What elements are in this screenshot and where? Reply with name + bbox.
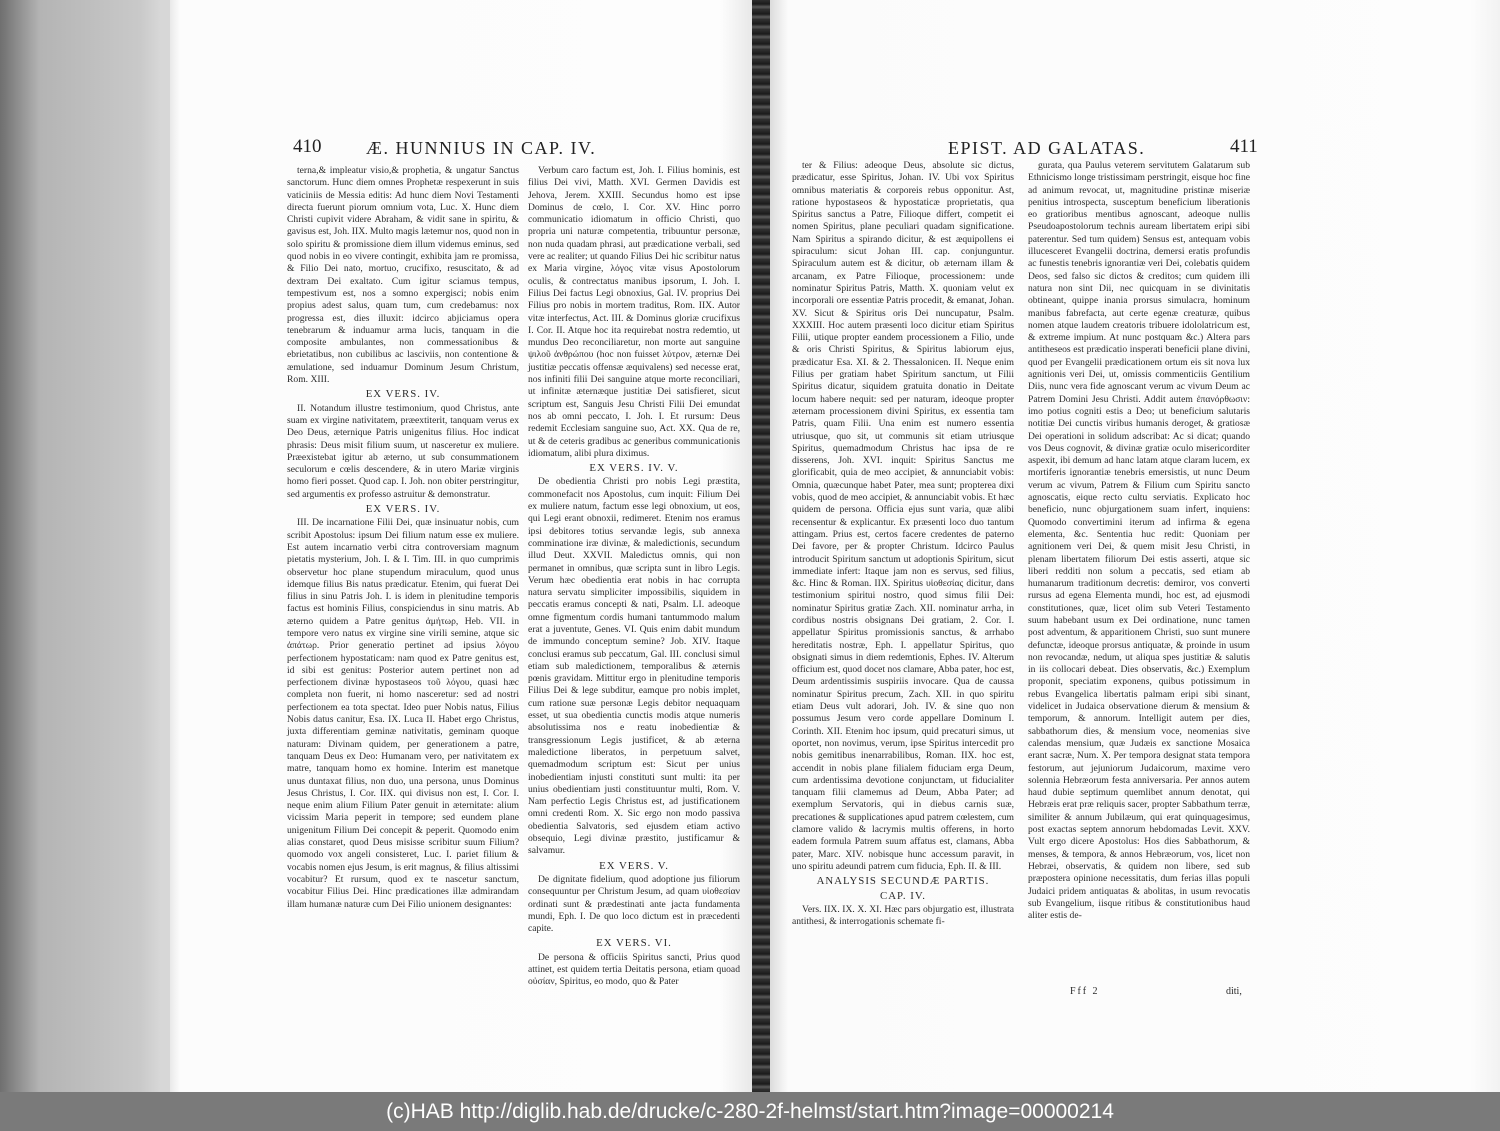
catchword: diti, xyxy=(1226,986,1242,997)
right-page xyxy=(770,0,1500,1092)
credit-text: (c)HAB http://diglib.hab.de/drucke/c-280-2f-helmst/start.htm?image=00000214 xyxy=(386,1100,1114,1123)
section-heading: EX VERS. V. xyxy=(599,859,669,872)
text-paragraph: De obedientia Christi pro nobis Legi præstita, commonefacit nos Apostolus, cum inquit: Filium Dei ex muliere natum, factum esse legi obnoxium, ut eos, qui Legi erant obnoxii, redimeret. Etenim nos eramus ipsi debitores totius servandæ legis, sub annexa comminatione iræ divinæ, & maledictionis, secundum illud Deut. XXVII. Maledictus omnis, qui non permanet in omnibus, quæ scripta sunt in libro Legis. Verum hæc obedientia erat nobis in hac corrupta natura servatu simpliciter impossibilis, siquidem in peccatis eramus concepti & nati, Psalm. LI. adeoque omne figmentum cordis humani tantummodo malum erat a juventute, Genes. VI. Quis enim dabit mundum de immundo conceptum semine? Job. XIV. Itaque conclusi eramus sub peccatum, Gal. III. conclusi simul etiam sub maledictionem, temporalibus & æternis pœnis gravidam. Mittitur ergo in plenitudine temporis Filius Dei & lege subditur, eamque pro nobis implet, cum ratione suæ personæ Legis debitor nequaquam esset, ut sua obedientia cunctis modis atque numeris absolutissima nos e reatu inobedientiæ & transgressionum Legis justificet, & ab æterna maledictione liberatos, in perpetuum salvet, quemadmodum scriptum est: Sicut per unius inobedientiam injusti constituti sunt multi: ita per unius obedientiam justi constituuntur multi, Rom. V. Nam perfectio Legis Christus est, ad justificationem omni credenti Rom. X. Sic ergo non modo passiva obedientia Salvatoris, sed ejusdem etiam activo obsequio, Legi divinæ præstito, justificamur & salvamur. xyxy=(528,476,740,857)
right-page-column-2 xyxy=(1028,160,1250,975)
text-paragraph: Vers. IIX. IX. X. XI. Hæc pars objurgatio est, illustrata antithesi, & interrogationis schemate fi- xyxy=(792,903,1014,928)
text-paragraph: De dignitate fidelium, quod adoptione jus filiorum consequuntur per Christum Jesum, ad quam υἱοθεσίαν ordinati sunt & prædestinati ante jacta fundamenta mundi, Eph. I. De quo loco dictum est in præcedenti capite. xyxy=(528,873,740,935)
left-page-column-2 xyxy=(528,165,740,988)
section-heading: EX VERS. IV. xyxy=(365,388,441,401)
text-paragraph: terna,& impleatur visio,& prophetia, & ungatur Sanctus sanctorum. Hunc diem omnes Prophetæ respexerunt in suis vaticiniis de Messia editis: Ad hunc diem Novi Testamenti directa fuerunt piorum omnium vota, Luc. X. Hunc diem Christi cupivit videre Abraham, & vidit sane in spiritu, & gavisus est, Joh. IIX. Multo magis lætemur nos, quod non in solo spiritu & promissione diem illum videmus eminus, sed quod nobis in eo vivere contingit, exhibita jam re promissa, & Filio Dei nato, mortuo, crucifixo, resuscitato, & ad dextram Dei exaltato. Cum igitur sciamus tempus, tempestivum est, nos a somno expergisci; nobis enim propius adest salus, quam tum, cum credebamus: nox progressa est, dies illuxit: idcirco abjiciamus opera tenebrarum & induamur arma lucis, tanquam in die composite ambulantes, non commessationibus & ebrietatibus, non cubilibus ac lasciviis, non contentione & æmulatione, sed induamur Dominum Jesum Christum, Rom. XIII. xyxy=(287,165,519,386)
section-heading: EX VERS. VI. xyxy=(596,937,672,950)
section-heading: ANALYSIS SECUNDÆ PARTIS. xyxy=(816,875,990,888)
running-head-left: Æ. HUNNIUS IN CAP. IV. xyxy=(366,138,597,158)
page-number-right: 411 xyxy=(1230,136,1258,157)
running-head-right: EPIST. AD GALATAS. xyxy=(948,138,1146,158)
right-page-column-1 xyxy=(792,160,1014,950)
text-paragraph: III. De incarnatione Filii Dei, quæ insinuatur nobis, cum scribit Apostolus: ipsum Dei filium natum esse ex muliere. Est autem incarnatio verbi citra controversiam magnum pietatis mysterium, Joh. I. & I. Tim. III. in quo cumprimis observetur hoc plane stupendum miraculum, quod unus idemque filius Bis natus prædicatur. Etenim, qui fuerat Dei filius in sinu Patris Joh. I. is idem in plenitudine temporis factus est hominis Filius, conspiciendus in sinu matris. Ab æterno quidem a Patre genitus ἀμήτωρ, Heb. VII. in tempore vero natus ex virgine sine virili semine, atque sic ἀπάτωρ. Prior generatio pertinet ad ipsius λόγου perfectionem hypostaticam: nam quod ex Patre genitus est, id sibi est genitus: Posterior autem pertinet non ad perfectionem divinæ hypostaseos τοῦ λόγου, quasi hæc completa non fuerit, ni homo nasceretur: sed ad nostri perfectionem ea tota spectat. Ideo puer Nobis natus, Filius Nobis datus canitur, Esa. IX. Luca II. Habet ergo Christus, juxta differentiam geminæ nativitatis, geminam quoque naturam: Divinam quidem, per generationem a patre, tanquam Deus ex Deo: Humanam vero, per nativitatem ex matre, tanquam homo ex homine. Interim est manetque unus duntaxat filius, non duo, una persona, unus Dominus Jesus Christus, I. Cor. IIX. qui divisus non est, I. Cor. I. neque enim alium Filium Pater genuit in æternitate: alium vicissim Maria peperit in tempore; sed eundem plane unigenitum Filium Dei concepit & peperit. Quomodo enim alias constaret, quod Deus misisse scribitur suum Filium? quomodo vox angeli consisteret, Luc. I. pariet filium & vocabis nomen ejus Jesum, is erit magnus, & filius altissimi vocabitur? Et rursum, quod ex te nascetur sanctum, vocabitur Filius Dei. Hinc prædicationes illæ admirandam illam humanæ naturæ cum Dei Filio unionem designantes: xyxy=(287,517,519,910)
left-page-column-1 xyxy=(287,165,519,980)
section-heading: EX VERS. IV. V. xyxy=(589,462,679,475)
text-paragraph: ter & Filius: adeoque Deus, absolute sic dictus, prædicatur, esse Spiritus, Johan. IV. Ubi vox Spiritus omnibus materiatis & corporeis rebus opponitur. Ast, ratione hypostaseos & hypostaticæ proprietatis, qua Spiritus sanctus a Patre, Filioque differt, competit ei nomen Spiritus, plane peculiari quadam significatione. Nam Spiritus a spirando dicitur, & est æquipollens ei spiraculum: sicut Johan III. cap. conjunguntur. Spiraculum autem est & dicitur, ob æternam illam & arcanam, ex Patre Filioque, processionem: unde nominatur Spiritus Patris, Matth. X. quoniam velut ex incorporali ore essentiæ Patris procedit, & emanat, Johan. XV. Sicut & Spiritus oris Dei nuncupatur, Psalm. XXXIII. Hoc autem præsenti loco dicitur etiam Spiritus Filii, utique propter eandem processionem a Filio, unde & oris Christi Spiritus, & Spiritus labiorum ejus, prædicatur Esa. XI. & 2. Thessalonicen. II. Neque enim Filius per gratiam habet Spiritum sanctum, ut Filii Spiritus dicatur, siquidem gratuita donatio in Deitate locum habere nequit: sed per naturam, ideoque propter æternam processionem divini Spiritus, ex essentia tam Patris, quam Filii. Una enim est numero essentia utriusque, quo sit, ut communis sit etiam utriusque Spiritus, quemadmodum Christus hac ipsa de re disserens, Joh. XVI. inquit: Spiritus Sanctus me glorificabit, quia de meo accipiet, & annunciabit vobis: Omnia, quæcunque habet Pater, mea sunt; propterea dixi vobis, quod de meo accipiet, & annunciabit vobis. Et hæc quidem de persona. Officia ejus sunt varia, quæ alibi recensentur & explicantur. Ex præsenti loco duo tantum attingam. Prius est, certos facere credentes de paterno Dei favore, per & propter Christum. Idcirco Paulus introducit Spiritum sanctum ut adoptionis Spiritum, sicut immediate infert: Itaque jam non es servus, sed filius, &c. Hinc & Roman. IIX. Spiritus υἱοθεσίας dicitur, dans testimonium spiritui nostro, quod simus filii Dei: nominatur Spiritus gratiæ Zach. XII. nominatur arrha, in cordibus nostris obsignans Dei gratiam, 2. Cor. I. appellatur Spiritus promissionis sanctus, & arrhabo hereditatis nostræ, Eph. I. appellatur Spiritus, quo obsignati simus in diem redemtionis, Ephes. IV. Alterum officium est, quod docet nos clamare, Abba pater, hoc est, Deum ardentissimis suspiriis invocare. Qua de caussa nominatur Spiritus precum, Zach. XII. in quo spiritu etiam Deus vult adorari, Joh. IV. & sine quo non possumus Jesum vero corde appellare Dominum I. Corinth. XII. Etenim hoc ipsum, quid precaturi simus, ut oportet, non novimus, verum, ipse Spiritus intercedit pro nobis gemitibus inenarrabilibus, Roman. IIX. hoc est, accendit in nobis plane filialem fiduciam erga Deum, cum ardentissima devotione conjunctam, ut fiducialiter tanquam filii clamemus ad Deum, Abba Pater; ad exemplum Servatoris, qui in diebus carnis suæ, precationes & supplicationes apud patrem cœlestem, cum clamore valido & lacrymis multis offerens, in horto eadem formula Patrem suum affatus est, clamans, Abba pater, Marc. XIV. nobisque hunc accessum paravit, in uno spiritu adeundi patrem cum fiducia, Eph. II. & III. xyxy=(792,160,1014,872)
page-number-left: 410 xyxy=(293,136,322,157)
left-page xyxy=(170,0,758,1092)
text-paragraph: gurata, qua Paulus veterem servitutem Galatarum sub Ethnicismo longe tristissimam perstringit, eisque hoc fine ad animum revocat, ut, magnitudine pristinæ miseriæ penitius introspecta, susceptum beneficium liberationis eo gratioribus mentibus agnoscant, adeoque nullis Pseudoapostolorum technis auream libertatem eripi sibi paterentur. Sed tum quidem) Sensus est, antequam vobis illucesceret Evangelii doctrina, demersi eratis profundis ac funestis tenebris ignorantiæ veri Dei, colebatis quidem Deos, sed falso sic dictos & creditos; cum quidem illi natura non sint Dii, nec quicquam in se divinitatis obtineant, quippe inania prorsus simulacra, hominum manibus fabrefacta, aut certe egenæ creaturæ, quibus nomen atque laudem creatoris tribuere idololatricum est, & extreme impium. At nunc postquam &c.) Altera pars antitheseos est prædicatio insperati beneficii plane divini, quod per Evangelii prædicationem ortum eis sit nova lux agnitionis veri Dei, ut, omissis commenticiis Gentilium Diis, nunc vera fide agnoscant verum ac vivum Deum ac Patrem Domini Jesu Christi. Addit autem ἐπανόρθωσιν: imo potius cogniti estis a Deo; ut beneficium salutaris notitiæ Dei cunctis viribus humanis deroget, & gratiosæ Dei operationi in solidum adscribat: Ac si dicat; quando vos Deus cognovit, & divinæ gratiæ oculo misericorditer aspexit, ibi demum ad hanc latam atque claram lucem, ex mortiferis ignorantiæ tenebris emersistis, ut nunc Deum verum ac vivum, Patrem & Filium cum Spiritu sancto agnoscatis, eique recto cultu serviatis. Explicato hoc beneficio, nunc objurgationem suam infert, inquiens: Quomodo convertimini iterum ad infirma & egena elementa, &c. Sententia huc redit: Quoniam per agnitionem veri Dei, & quem misit Jesu Christi, in plenam libertatem filiorum Dei estis asserti, atque sic liberi redditi non solum a peccatis, sed etiam ab humanarum traditionum decretis: demiror, vos converti rursus ad egena Elementa mundi, hoc est, ad ejusmodi constitutiones, quæ, licet olim sub Veteri Testamento suum habebant usum ex Dei ordinatione, nunc tamen post adventum, & apparitionem Christi, suo sunt munere defunctæ, ideoque prorsus antiquatæ, & proinde in usum non revocandæ, nedum, ut aliqua spes justitiæ & salutis in iis collocari debeat. Dies observatis, &c.) Exemplum proponit, speciatim exponens, quibus potissimum in rebus Evangelica libertatis palmam eripi sibi sinant, videlicet in Judaica observatione dierum & mensium & temporum, & annorum. Intelligit autem per dies, sabbathorum dies, & mensium voce, neomenias sive calendas mensium, quæ Judæis ex sanctione Mosaica erant sacræ, Num. X. Per tempora designat stata tempora festorum, aut jejuniorum Judaicorum, maxime vero solennia Hebræorum festa anniversaria. Per annos autem haud dubie septimum quemlibet annum denotat, qui Hebræis erat præ reliquis sacer, propter Sabbathum terræ, similiter & annum Jubilæum, qui erat quinquagesimus, post exactas septem annorum hebdomadas Levit. XXV. Vult ergo dicere Apostolus: Hos dies Sabbathorum, & menses, & tempora, & annos Hebræorum, vos, licet non Hebræi, observatis, & quidem non libere, sed sub præpostera opinione necessitatis, dum ferias illas populi Judaici pridem antiquatas & abolitas, in usum revocatis sub Evangelium, iisque ritibus & constitutionibus haud aliter estis de- xyxy=(1028,160,1250,922)
section-heading: CAP. IV. xyxy=(880,889,926,902)
signature-mark: Fff 2 xyxy=(1070,986,1100,997)
credit-bar xyxy=(0,1092,1500,1131)
section-heading: EX VERS. IV. xyxy=(365,503,441,516)
text-paragraph: Verbum caro factum est, Joh. I. Filius hominis, est filius Dei vivi, Matth. XVI. Germen Davidis est Jehova, Jerem. XXIII. Secundus homo est ipse Dominus de cœlo, I. Cor. XV. Hinc porro communicatio idiomatum in officio Christi, quo propria uni naturæ competentia, tribuuntur personæ, non nuda quadam phrasi, aut prædicatione verbali, sed vere ac realiter; ut quando Filius Dei hic scribitur natus ex Maria virgine, λόγος vitæ visus Apostolorum oculis, & contrectatus manibus ipsorum, I. Joh. I. Filius Dei factus Legi obnoxius, Gal. IV. proprius Dei Filius pro nobis in mortem traditus, Rom. IIX. Autor vitæ interfectus, Act. III. & Dominus gloriæ crucifixus I. Cor. II. Atque hoc ita requirebat nostra redemtio, ut mundus Deo reconciliaretur, non morte aut sanguine ψιλοῦ ἀνθρώπου (hoc non fuisset λύτρον, æternæ Dei justitiæ peccatis offensæ æquivalens) sed necesse erat, nos infiniti filii Dei sanguine atque morte reconciliari, ut infinitæ æternæque justitiæ Dei satisfieret, sicut scriptum est, Sanguis Jesu Christi Filii Dei emundat nos ab omni peccato, I. Joh. I. Et rursum: Deus redemit Ecclesiam sanguine suo, Act. XX. Qua de re, ut & de ceteris gradibus ac generibus communicationis idiomatum, alibi plura diximus. xyxy=(528,165,740,459)
text-paragraph: De persona & officiis Spiritus sancti, Prius quod attinet, est quidem tertia Deitatis persona, etiam quoad οὐσίαν, Spiritus, eo modo, quo & Pater xyxy=(528,951,740,988)
text-paragraph: II. Notandum illustre testimonium, quod Christus, ante suam ex virgine nativitatem, præextiterit, tanquam verus ex Deo Deus, æternique Patris unigenitus filius. Hoc indicat phrasis: Deus misit filium suum, ut nasceretur ex muliere. Præexistebat igitur ab æterno, ut sub consummationem seculorum e cœlis descendere, & in utero Mariæ virginis homo fieri posset. Quod cap. I. Joh. non obiter perstringitur, sed argumentis ex professo astruitur & demonstratur. xyxy=(287,402,519,500)
